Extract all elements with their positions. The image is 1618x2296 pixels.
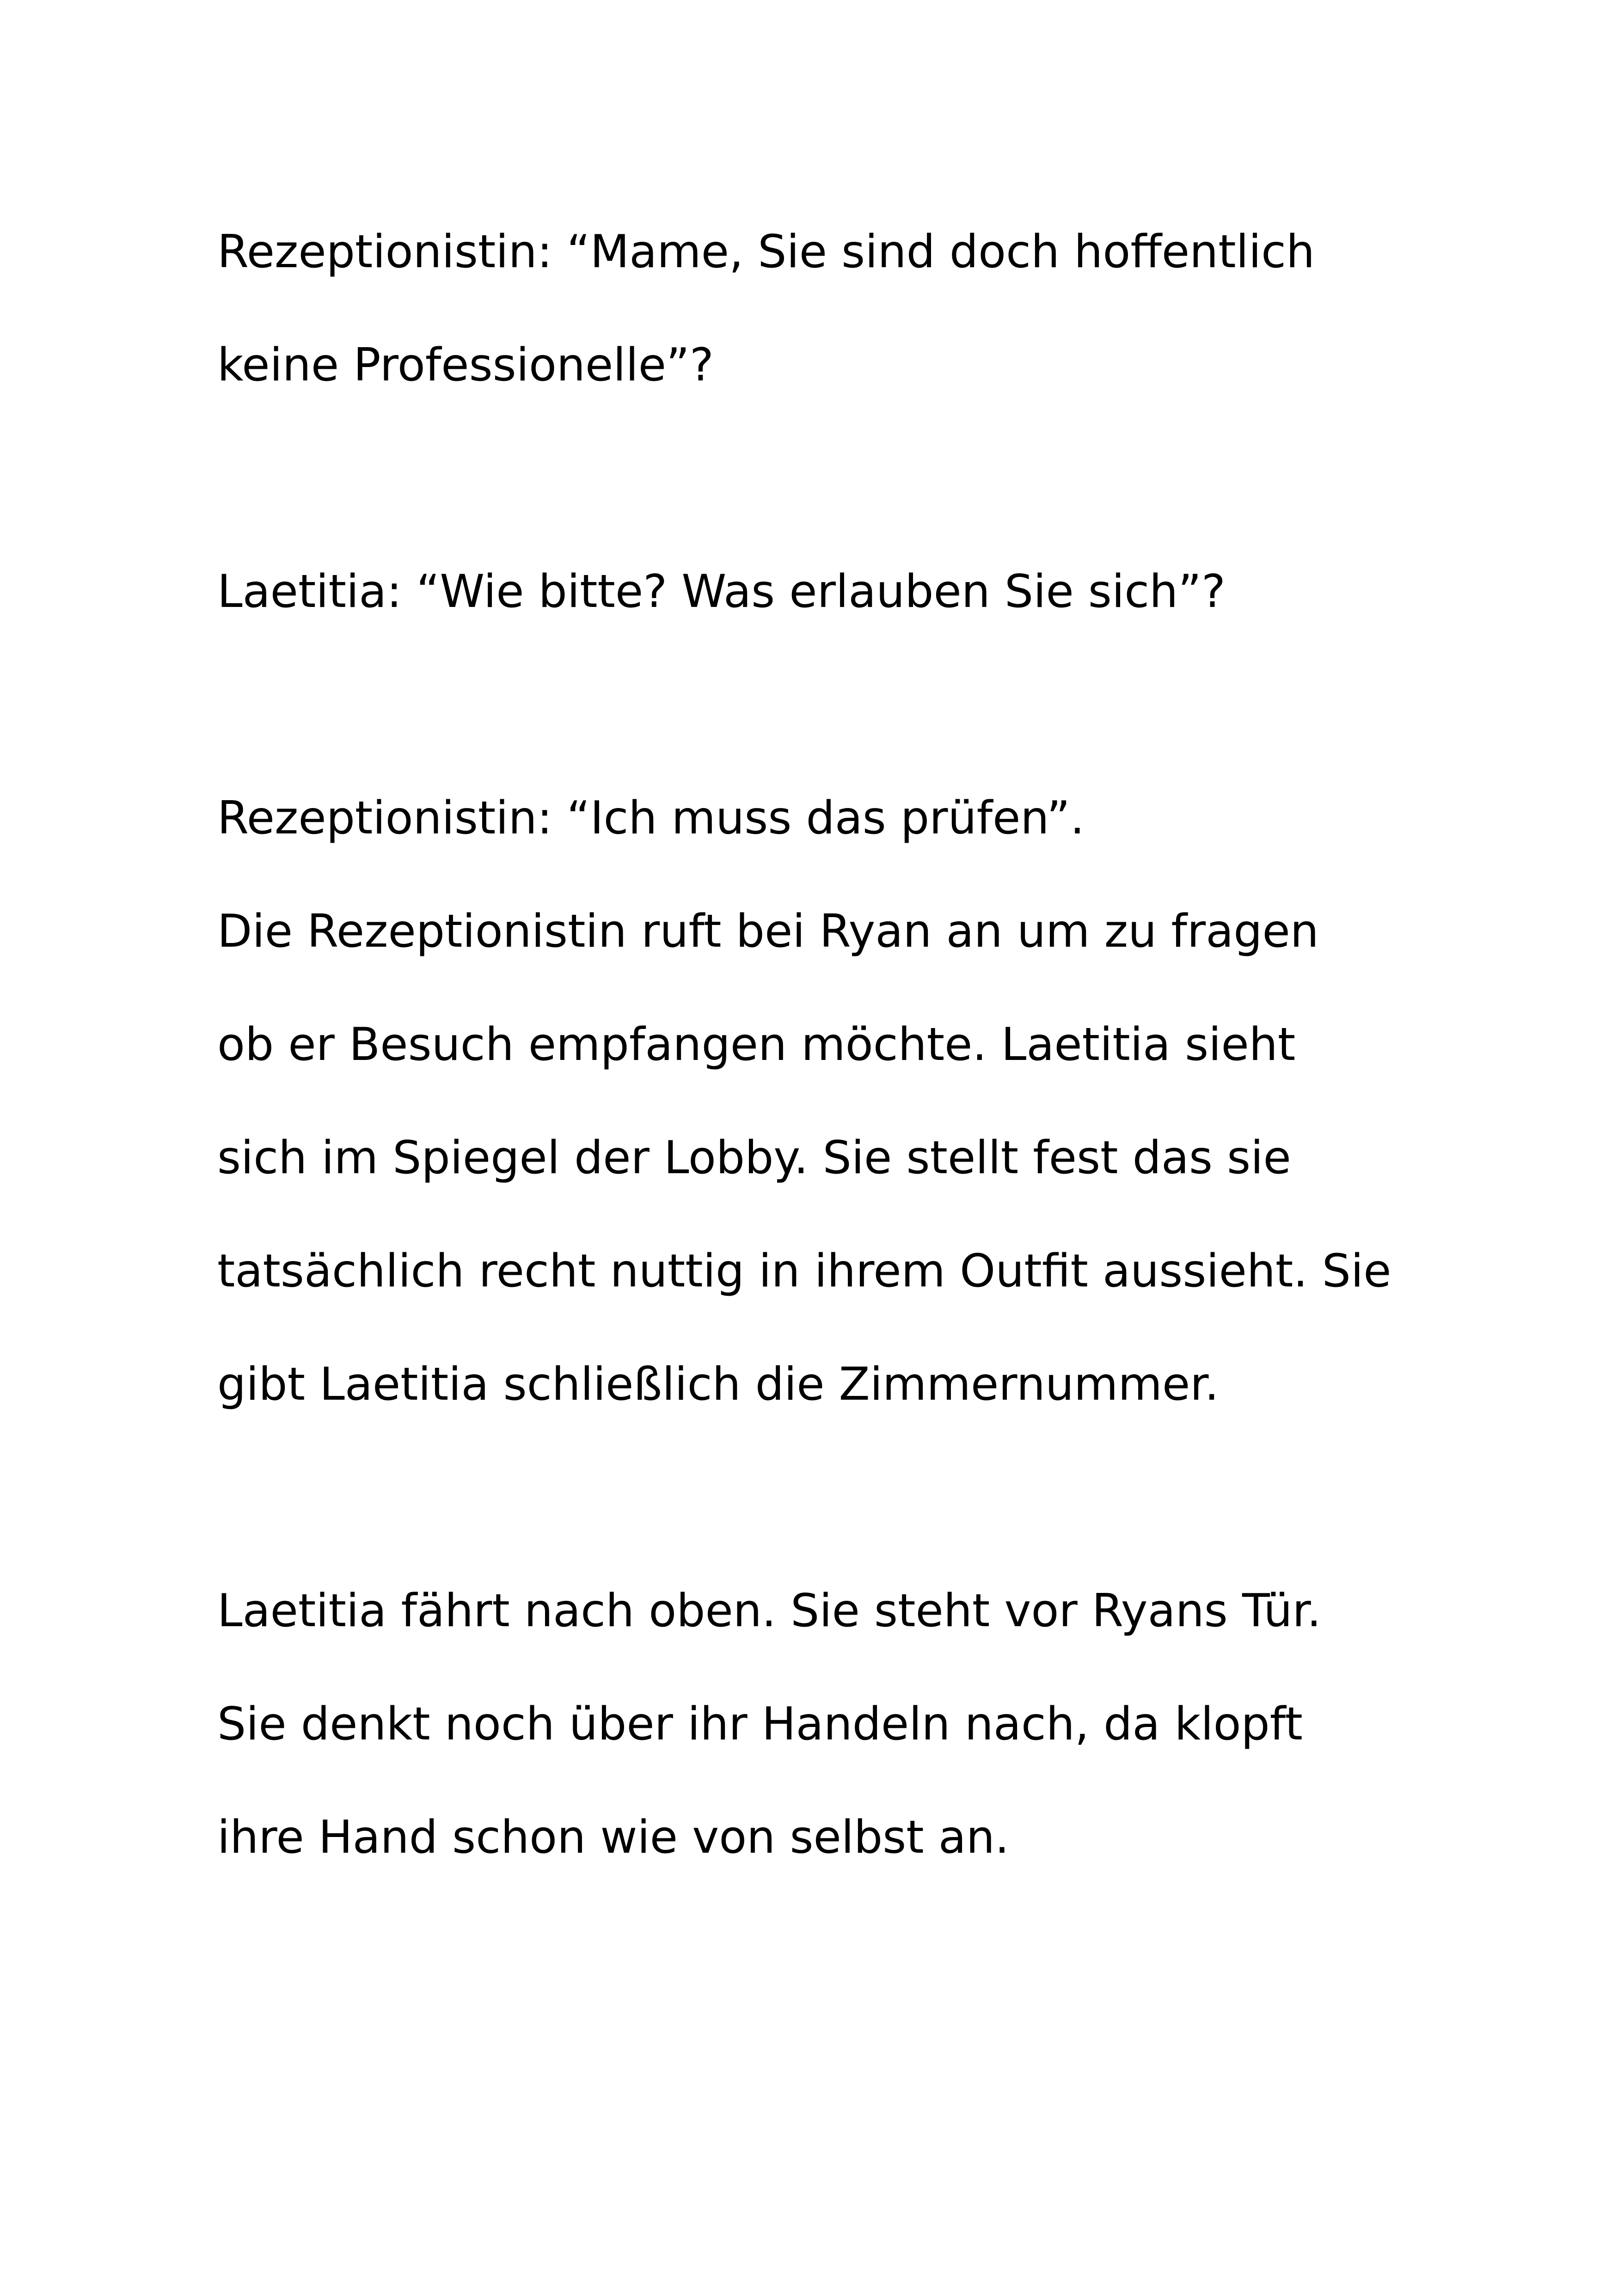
text-line: gibt Laetitia schließlich die Zimmernummer. <box>217 1358 1219 1411</box>
text-line: ob er Besuch empfangen möchte. Laetitia sieht <box>217 1018 1296 1071</box>
text-line: Rezeptionistin: “Mame, Sie sind doch hoffentlich <box>217 226 1315 278</box>
text-line: sich im Spiegel der Lobby. Sie stellt fest das sie <box>217 1132 1291 1184</box>
text-line: Rezeptionistin: “Ich muss das prüfen”. <box>217 792 1085 845</box>
text-line: Die Rezeptionistin ruft bei Ryan an um zu fragen <box>217 905 1319 958</box>
text-line: tatsächlich recht nuttig in ihrem Outfit aussieht. Sie <box>217 1245 1391 1298</box>
text-line: keine Professionelle”? <box>217 339 714 392</box>
text-line: Laetitia fährt nach oben. Sie steht vor Ryans Tür. <box>217 1585 1321 1637</box>
text-line: Laetitia: “Wie bitte? Was erlauben Sie sich”? <box>217 565 1226 618</box>
text-line: Sie denkt noch über ihr Handeln nach, da klopft <box>217 1698 1303 1751</box>
text-line: ihre Hand schon wie von selbst an. <box>217 1811 1010 1864</box>
